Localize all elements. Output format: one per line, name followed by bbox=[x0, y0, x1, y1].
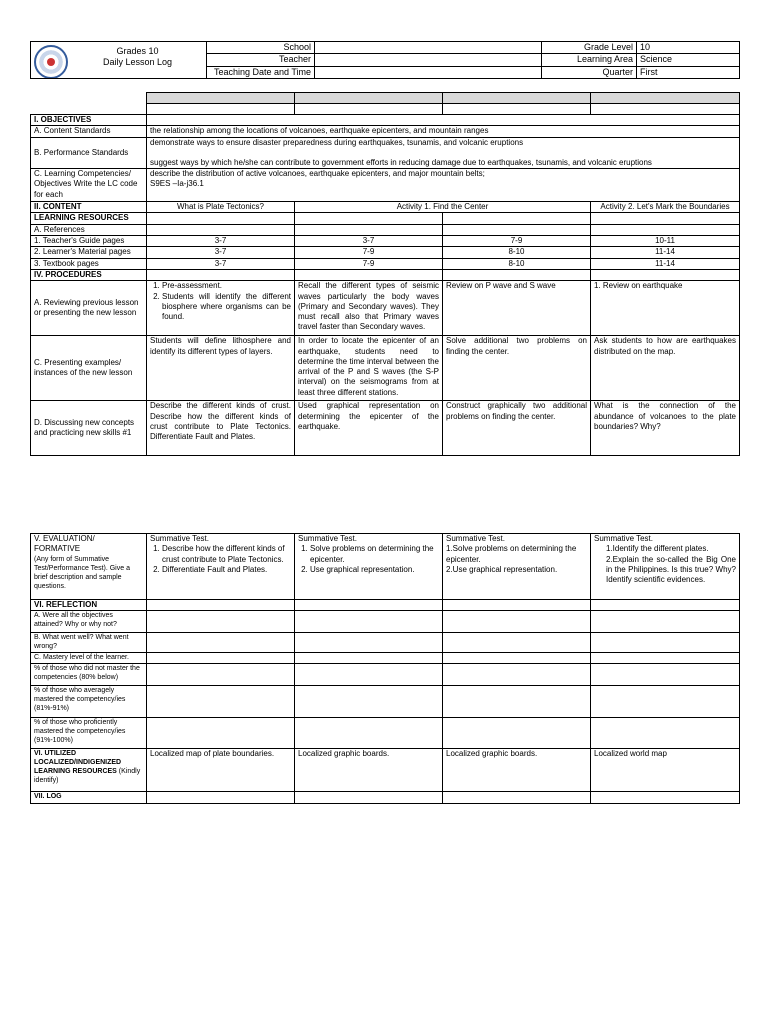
entry-cell[interactable] bbox=[443, 686, 591, 718]
date-field[interactable] bbox=[315, 66, 542, 78]
entry-cell[interactable] bbox=[147, 633, 295, 653]
entry-cell[interactable] bbox=[591, 633, 740, 653]
summative-label: Summative Test. bbox=[150, 534, 209, 543]
entry-cell[interactable] bbox=[147, 653, 295, 664]
entry-cell[interactable] bbox=[591, 686, 740, 718]
eval-item: 1. Describe how the different kinds of crust contribute to Plate Tectonics. bbox=[162, 544, 291, 565]
empty-cell bbox=[147, 224, 295, 235]
header-table bbox=[30, 41, 740, 79]
content-col-1: What is Plate Tectonics? bbox=[147, 202, 295, 213]
eval-col-1 bbox=[147, 534, 295, 600]
empty-cell bbox=[295, 224, 443, 235]
review-col-2: Recall the different types of seismic waves particularly the body waves (Primary and Secondary waves). They must recall also that Primary waves travel faster than Secondary waves. bbox=[295, 281, 443, 336]
eval-item: 2.Explain the so-called the Big One in the Philippines. Is this true? Why? Identify scientific evidences. bbox=[606, 554, 736, 585]
log-heading: VII. LOG bbox=[31, 792, 147, 804]
entry-cell[interactable] bbox=[147, 664, 295, 686]
tb-value: 11-14 bbox=[591, 258, 740, 269]
entry-cell[interactable] bbox=[295, 653, 443, 664]
learning-area-label: Learning Area bbox=[542, 54, 637, 66]
utilized-note: (Kindly identify) bbox=[34, 768, 141, 785]
deped-seal-icon bbox=[34, 45, 68, 79]
entry-cell[interactable] bbox=[591, 792, 740, 804]
evaluation-table bbox=[30, 533, 740, 804]
present-label: C. Presenting examples/ instances of the new lesson bbox=[31, 336, 147, 401]
eval-col-4 bbox=[591, 534, 740, 600]
empty-cell bbox=[295, 269, 443, 280]
utilized-col: Localized world map bbox=[591, 749, 740, 792]
competencies bbox=[147, 169, 740, 202]
empty-cell bbox=[147, 115, 740, 126]
logo-cell bbox=[31, 42, 207, 79]
day-header bbox=[443, 93, 591, 104]
performance-standards-1: demonstrate ways to ensure disaster preparedness during earthquakes, tsunamis, and volcanic eruptions bbox=[150, 137, 524, 147]
resources-heading: LEARNING RESOURCES bbox=[31, 213, 147, 224]
eval-item: 1.Identify the different plates. bbox=[606, 544, 709, 554]
eval-col-2 bbox=[295, 534, 443, 600]
day-header bbox=[147, 93, 295, 104]
objectives-heading: I. OBJECTIVES bbox=[31, 115, 147, 126]
empty-cell bbox=[147, 213, 295, 224]
lm-value: 7-9 bbox=[295, 247, 443, 258]
entry-cell[interactable] bbox=[591, 718, 740, 749]
utilized-col: Localized graphic boards. bbox=[443, 749, 591, 792]
review-label: A. Reviewing previous lesson or presenting the new lesson bbox=[31, 281, 147, 336]
entry-cell[interactable] bbox=[295, 633, 443, 653]
empty-cell bbox=[443, 224, 591, 235]
entry-cell[interactable] bbox=[295, 611, 443, 633]
empty-cell bbox=[443, 213, 591, 224]
quarter-label: Quarter bbox=[542, 66, 637, 78]
lm-value: 3-7 bbox=[147, 247, 295, 258]
utilized-col: Localized graphic boards. bbox=[295, 749, 443, 792]
lm-label: 2. Learner's Material pages bbox=[31, 247, 147, 258]
entry-cell[interactable] bbox=[591, 664, 740, 686]
tb-value: 7-9 bbox=[295, 258, 443, 269]
reflection-e: % of those who averagely mastered the competency/ies (81%-91%) bbox=[31, 686, 147, 718]
content-col-3: Activity 2. Let's Mark the Boundaries bbox=[591, 202, 740, 213]
reflection-heading: VI. REFLECTION bbox=[31, 600, 147, 611]
learning-area-value[interactable]: Science bbox=[637, 54, 740, 66]
teacher-field[interactable] bbox=[315, 54, 542, 66]
content-col-2: Activity 1. Find the Center bbox=[295, 202, 591, 213]
lesson-table bbox=[30, 92, 740, 456]
day-header bbox=[295, 93, 443, 104]
utilized-label: VI. UTILIZED LOCALIZED/INDIGENIZED LEARNING RESOURCES bbox=[34, 750, 122, 776]
empty-cell bbox=[295, 600, 443, 611]
eval-label: V. EVALUATION/ FORMATIVE bbox=[34, 534, 95, 554]
empty-cell bbox=[591, 224, 740, 235]
tg-label: 1. Teacher's Guide pages bbox=[31, 236, 147, 247]
eval-item: 1. Solve problems on determining the epicenter. bbox=[310, 544, 439, 565]
review-item: 2. Students will identify the different biosphere where organisms can be found. bbox=[162, 292, 291, 323]
entry-cell[interactable] bbox=[443, 718, 591, 749]
entry-cell[interactable] bbox=[591, 653, 740, 664]
entry-cell[interactable] bbox=[295, 718, 443, 749]
eval-item: 2.Use graphical representation. bbox=[446, 564, 558, 574]
summative-label: Summative Test. bbox=[446, 534, 505, 543]
entry-cell[interactable] bbox=[443, 792, 591, 804]
eval-note: (Any form of Summative Test/Performance Test). Give a brief description and sample questions. bbox=[34, 555, 130, 590]
eval-item: 2. Differentiate Fault and Plates. bbox=[162, 565, 291, 575]
empty-cell bbox=[295, 213, 443, 224]
reflection-c: C. Mastery level of the learner. bbox=[31, 653, 147, 664]
discuss-col-3: Construct graphically two additional problems on finding the center. bbox=[443, 401, 591, 456]
reflection-d: % of those who did not master the competencies (80% below) bbox=[31, 664, 147, 686]
day-cell bbox=[147, 104, 295, 115]
entry-cell[interactable] bbox=[443, 653, 591, 664]
grade-level-label: Grade Level bbox=[542, 42, 637, 54]
content-standards-label: A. Content Standards bbox=[31, 126, 147, 137]
empty-cell bbox=[147, 600, 295, 611]
entry-cell[interactable] bbox=[295, 686, 443, 718]
eval-label-cell bbox=[31, 534, 147, 600]
tb-value: 3-7 bbox=[147, 258, 295, 269]
empty-cell bbox=[147, 269, 295, 280]
tg-value: 3-7 bbox=[295, 236, 443, 247]
eval-item: 1.Solve problems on determining the epicenter. bbox=[446, 544, 577, 564]
present-col-3: Solve additional two problems on finding the center. bbox=[443, 336, 591, 401]
empty-cell bbox=[591, 213, 740, 224]
tg-value: 10-11 bbox=[591, 236, 740, 247]
entry-cell[interactable] bbox=[443, 611, 591, 633]
grade-level-value[interactable]: 10 bbox=[637, 42, 740, 54]
discuss-col-1: Describe the different kinds of crust. Describe how the different kinds of crust contribute to Plate Tectonics. Differentiate Fault and Plates. bbox=[147, 401, 295, 456]
reflection-b: B. What went well? What went wrong? bbox=[31, 633, 147, 653]
teacher-label: Teacher bbox=[207, 54, 315, 66]
date-label: Teaching Date and Time bbox=[207, 66, 315, 78]
lm-value: 8-10 bbox=[443, 247, 591, 258]
day-cell bbox=[591, 104, 740, 115]
review-col-1 bbox=[147, 281, 295, 336]
day-cell bbox=[443, 104, 591, 115]
utilized-cell bbox=[31, 749, 147, 792]
log-title: Daily Lesson Log bbox=[102, 57, 173, 67]
tb-value: 8-10 bbox=[443, 258, 591, 269]
entry-cell[interactable] bbox=[147, 718, 295, 749]
entry-cell[interactable] bbox=[295, 792, 443, 804]
empty-cell bbox=[443, 600, 591, 611]
tg-value: 7-9 bbox=[443, 236, 591, 247]
review-col-3: Review on P wave and S wave bbox=[443, 281, 591, 336]
utilized-col: Localized map of plate boundaries. bbox=[147, 749, 295, 792]
grades-label: Grades 10 bbox=[116, 46, 159, 56]
discuss-col-2: Used graphical representation on determining the epicenter of the earthquake. bbox=[295, 401, 443, 456]
present-col-4: Ask students to how are earthquakes distributed on the map. bbox=[591, 336, 740, 401]
tb-label: 3. Textbook pages bbox=[31, 258, 147, 269]
reflection-a: A. Were all the objectives attained? Why or why not? bbox=[31, 611, 147, 633]
entry-cell[interactable] bbox=[147, 792, 295, 804]
competencies-text: describe the distribution of active volcanoes, earthquake epicenters, and major mountain belts; bbox=[150, 169, 485, 179]
performance-standards bbox=[147, 137, 740, 169]
summative-label: Summative Test. bbox=[594, 534, 653, 543]
content-heading: II. CONTENT bbox=[31, 202, 147, 213]
eval-item: 2. Use graphical representation. bbox=[310, 565, 439, 575]
entry-cell[interactable] bbox=[443, 664, 591, 686]
entry-cell[interactable] bbox=[147, 611, 295, 633]
tg-value: 3-7 bbox=[147, 236, 295, 247]
school-label: School bbox=[207, 42, 315, 54]
entry-cell[interactable] bbox=[443, 633, 591, 653]
eval-col-3 bbox=[443, 534, 591, 600]
empty-cell bbox=[443, 269, 591, 280]
discuss-col-4: What is the connection of the abundance of volcanoes to the plate boundaries? Why? bbox=[591, 401, 740, 456]
discuss-label: D. Discussing new concepts and practicing new skills #1 bbox=[31, 401, 147, 456]
procedures-heading: IV. PROCEDURES bbox=[31, 269, 147, 280]
competencies-label: C. Learning Competencies/ Objectives Write the LC code for each bbox=[31, 169, 147, 202]
review-item: 1. Pre-assessment. bbox=[162, 281, 291, 291]
present-col-2: In order to locate the epicenter of an earthquake, students need to determine the time interval between the arrival of the P and S waves (the S-P interval) on the seismograms from at least three different stations. bbox=[295, 336, 443, 401]
empty-cell bbox=[591, 600, 740, 611]
entry-cell[interactable] bbox=[591, 611, 740, 633]
content-standards-text: the relationship among the locations of volcanoes, earthquake epicenters, and mountain ranges bbox=[147, 126, 740, 137]
entry-cell[interactable] bbox=[147, 686, 295, 718]
references-label: A. References bbox=[31, 224, 147, 235]
lm-value: 11-14 bbox=[591, 247, 740, 258]
empty-cell bbox=[591, 269, 740, 280]
performance-standards-label: B. Performance Standards bbox=[31, 137, 147, 169]
quarter-value[interactable]: First bbox=[637, 66, 740, 78]
reflection-f: % of those who proficiently mastered the competency/ies (91%-100%) bbox=[31, 718, 147, 749]
day-cell bbox=[295, 104, 443, 115]
summative-label: Summative Test. bbox=[298, 534, 357, 543]
day-header bbox=[591, 93, 740, 104]
review-col-4: 1. Review on earthquake bbox=[591, 281, 740, 336]
performance-standards-2: suggest ways by which he/she can contribute to government efforts in reducing damage due to earthquakes, tsunamis, and volcanic eruptions bbox=[150, 157, 652, 167]
competencies-code: S9ES –Ia-j36.1 bbox=[150, 179, 204, 189]
present-col-1: Students will define lithosphere and identify its different types of layers. bbox=[147, 336, 295, 401]
entry-cell[interactable] bbox=[295, 664, 443, 686]
school-field[interactable] bbox=[315, 42, 542, 54]
